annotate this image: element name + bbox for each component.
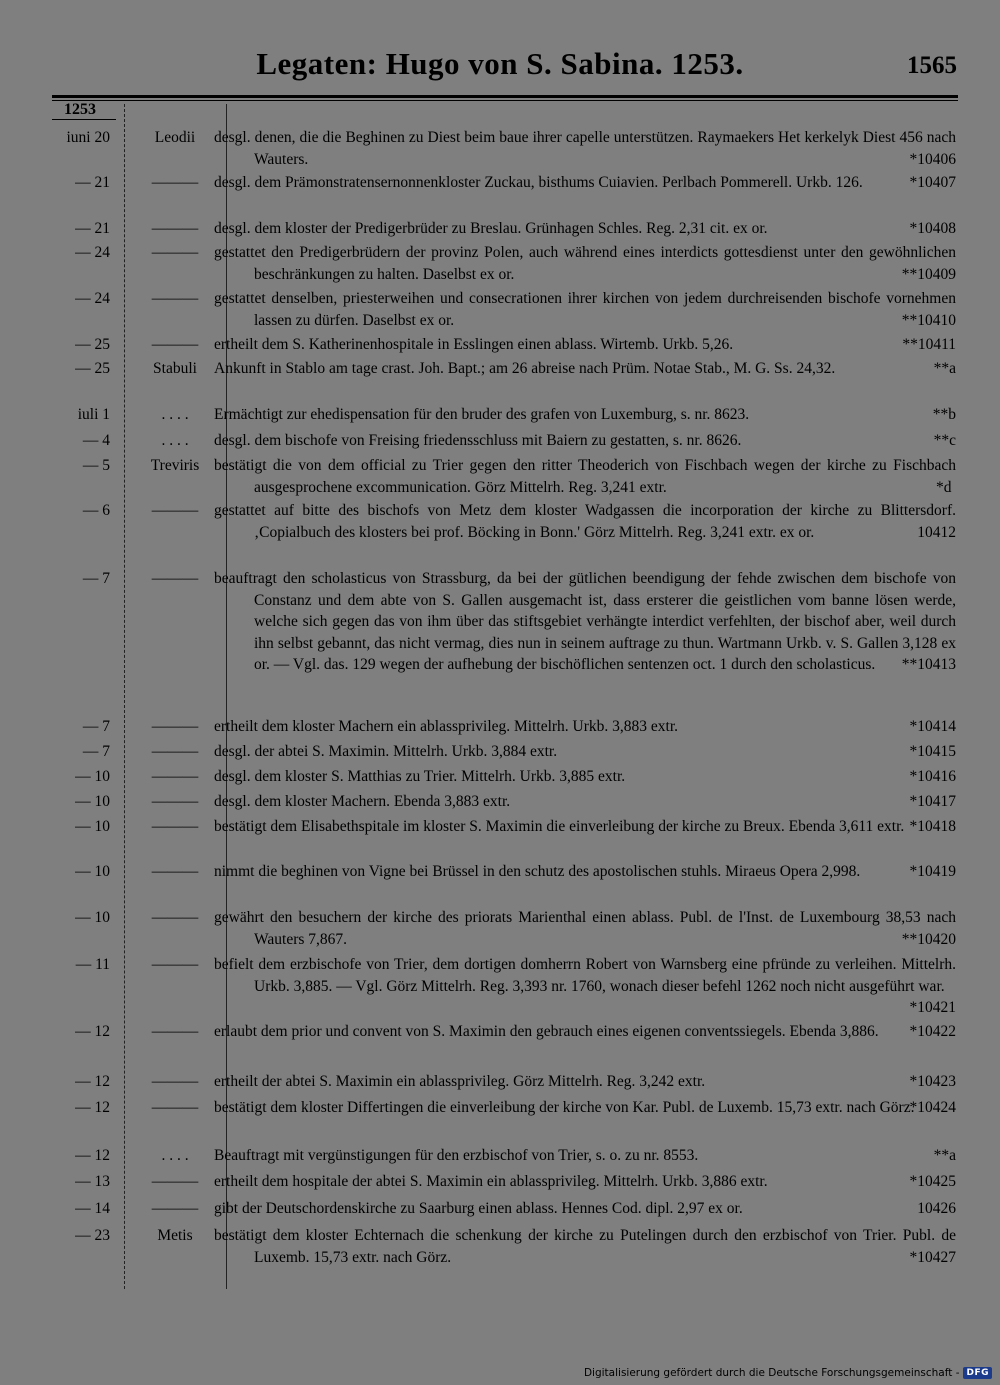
entry-text-body: bestätigt die von dem official zu Trier gegen den ritter Theoderich von Fischbach wegen der kirche zu Fischbach ausgesprochene excommunication. Görz Mittelrh. Reg. 3,241 extr. [214,457,956,496]
entry-place: ——— [151,718,199,735]
entry-date: — 6 [82,502,110,519]
entry-place: Metis [157,1227,193,1244]
entry-date: — 25 [75,336,110,353]
entry-text [214,242,956,285]
entry-date: — 12 [75,1147,110,1164]
entry-text-body: ertheilt dem S. Katherinenhospitale in Esslingen einen ablass. Wirtemb. Urkb. 5,26. [214,336,734,353]
entry-text-body: bestätigt dem kloster Differtingen die einverleibung der kirche von Kar. Publ. de Luxemb. 15,73 extr. nach Görz. [214,1099,915,1116]
entry-place: Stabuli [153,360,197,377]
entry-text [214,568,956,676]
entry-text-body: erlaubt dem prior und convent von S. Maximin den gebrauch eines eigenen conventssiegels. Ebenda 3,886. [214,1023,879,1040]
entry-ref-number: *10406 [909,150,956,168]
entry-date: — 10 [75,793,110,810]
entry-place: ——— [151,1023,199,1040]
entry-text [214,127,956,170]
entry-place: ——— [151,1099,199,1116]
entry-place: ——— [151,956,199,973]
entry-date: — 7 [82,743,110,760]
entry-text [214,907,956,950]
entry-ref-number: *10423 [909,1073,956,1090]
entry-place: ——— [151,863,199,880]
entry-date: — 12 [75,1073,110,1090]
entry-place: . . . . [161,432,189,449]
entry-text-body: gibt der Deutschordenskirche zu Saarburg einen ablass. Hennes Cod. dipl. 2,97 ex or. [214,1200,743,1217]
entry-date: — 23 [75,1227,110,1244]
entry-place: ——— [151,570,199,587]
footer [584,1367,992,1379]
header-rule-thick [52,95,958,98]
entry-text [214,716,956,738]
entry-date: — 10 [75,768,110,785]
entry-text [214,791,956,813]
entry-date: — 7 [82,570,110,587]
entry-text [214,1097,956,1119]
entry-place: Treviris [150,457,200,474]
entry-ref-number: 10412 [917,523,956,541]
entry-text-body: Ermächtigt zur ehedispensation für den bruder des grafen von Luxemburg, s. nr. 8623. [214,406,750,423]
entry-date: iuli 1 [77,406,110,423]
year-rule [52,119,116,120]
entry-date: — 10 [75,909,110,926]
entry-text [214,1225,956,1268]
entry-date: — 12 [75,1099,110,1116]
entry-text [214,1071,956,1093]
entry-ref-number: *10408 [909,220,956,237]
entry-text [214,1171,956,1193]
entry-text-body: gestattet auf bitte des bischofs von Metz dem kloster Wadgassen die incorporation der kirche zu Blittersdorf. ‚Copialbuch des klosters bei prof. Böcking in Bonn.' Görz Mittelrh. Reg. 3,241 extr. ex or. [214,502,956,541]
entry-date: — 21 [75,174,110,191]
entry-place: ——— [151,1173,199,1190]
entry-ref-number: *10427 [909,1248,956,1266]
entry-text-body: desgl. dem kloster S. Matthias zu Trier. Mittelrh. Urkb. 3,885 extr. [214,768,626,785]
entry-date: — 7 [82,718,110,735]
entry-text [214,218,956,240]
entry-place: ——— [151,336,199,353]
entry-text-body: beauftragt den scholasticus von Strassburg, da bei der gütlichen beendigung der fehde zwischen dem bischofe von Constanz und dem abte von S. Gallen ausgemacht ist, dass ersterer die geistlichen vom banne lösen werde, welche sich gegen das von ihm über das stiftsgebiet verhängte interdict verfehlten, der bischof aber, weil durch ihn selbst gebannt, das nicht vermag, dies nun in seinem auftrage zu thun. Wartmann Urkb. v. S. Gallen 3,128 ex or. — Vgl. das. 129 wegen der aufhebung der bischöflichen sentenzen oct. 1 durch den scholasticus. [214,570,956,673]
entry-text [214,861,956,883]
entry-text [214,404,956,426]
entry-ref-number: *10425 [909,1173,956,1190]
entry-place: ——— [151,1200,199,1217]
entry-ref-number: *10422 [909,1023,956,1040]
entry-ref-number: 10426 [917,1200,956,1217]
entry-place: . . . . [161,1147,189,1164]
entry-text-body: gestattet den Predigerbrüdern der provinz Polen, auch während eines interdicts gottesdienst unter den gewöhnlichen beschränkungen zu halten. Daselbst ex or. [214,244,956,283]
entry-date: — 25 [75,360,110,377]
entry-place: ——— [151,290,199,307]
entry-ref-number: *10418 [909,818,956,835]
entry-text-body: ertheilt der abtei S. Maximin ein ablassprivileg. Görz Mittelrh. Reg. 3,242 extr. [214,1073,706,1090]
entry-text-body: Ankunft in Stablo am tage crast. Joh. Bapt.; am 26 abreise nach Prüm. Notae Stab., M. G. Ss. 24,32. [214,360,836,377]
entry-text-body: desgl. dem kloster Machern. Ebenda 3,883 extr. [214,793,511,810]
entry-text-body: ertheilt dem hospitale der abtei S. Maximin ein ablassprivileg. Mittelrh. Urkb. 3,886 extr. [214,1173,768,1190]
entry-text-body: desgl. dem kloster der Predigerbrüder zu Breslau. Grünhagen Schles. Reg. 2,31 cit. ex or. [214,220,768,237]
entry-date: — 21 [75,220,110,237]
entry-text [214,172,956,194]
entry-ref-number: **10410 [901,311,956,329]
entry-text-body: ertheilt dem kloster Machern ein ablassprivileg. Mittelrh. Urkb. 3,883 extr. [214,718,679,735]
entry-place: ——— [151,502,199,519]
entry-text [214,430,956,452]
entry-text [214,954,956,1019]
entry-ref-number: *10416 [909,768,956,785]
entry-text-body: desgl. dem Prämonstratensernonnenkloster Zuckau, bisthums Cuiavien. Perlbach Pommerell. Urkb. 126. [214,174,863,191]
entry-ref-number: **10411 [902,336,956,353]
entry-text-body: befielt dem erzbischofe von Trier, dem dortigen domherrn Robert von Warnsberg eine pfründe zu verleihen. Mittelrh. Urkb. 3,885. — Vgl. Görz Mittelrh. Reg. 3,393 nr. 1760, wonach dieser befehl 1262 noch nicht ausgeführt war. [214,956,956,995]
year-label: 1253 [64,101,96,118]
entry-text-body: desgl. denen, die die Beghinen zu Diest beim baue ihrer capelle unterstützen. Raymaekers Het kerkelyk Diest 456 nach Wauters. [214,129,956,168]
entry-date: — 12 [75,1023,110,1040]
entry-text [214,816,956,838]
page-number: 1565 [907,52,957,79]
entry-date: — 10 [75,818,110,835]
dfg-logo: DFG [963,1367,992,1379]
header-rule-thin [52,100,958,101]
entry-ref-number: *10417 [909,793,956,810]
entry-text [214,1021,956,1043]
entry-date: — 24 [75,290,110,307]
entry-place: Leodii [154,129,196,146]
entry-place: ——— [151,220,199,237]
entry-text [214,741,956,763]
page-title: Legaten: Hugo von S. Sabina. 1253. [256,46,744,81]
entry-text [214,500,956,543]
entry-ref-number: **10420 [901,930,956,948]
entry-place: ——— [151,244,199,261]
entry-ref-number: **b [932,406,956,423]
entry-ref-number: **10409 [901,265,956,283]
entry-ref-number: *10419 [909,863,956,880]
entry-ref-number: **c [933,432,956,449]
entry-date: — 4 [82,432,110,449]
entry-ref-number: *10415 [909,743,956,760]
entry-place: ——— [151,818,199,835]
entry-date: — 24 [75,244,110,261]
entry-place: . . . . [161,406,189,423]
entry-place: ——— [151,793,199,810]
entry-date: — 5 [82,457,110,474]
entry-text [214,1198,956,1220]
entry-text [214,288,956,331]
entry-date: — 10 [75,863,110,880]
footer-credit: Digitalisierung gefördert durch die Deutsche Forschungsgemeinschaft - [583,1367,960,1379]
entry-ref-number: *10414 [909,718,956,735]
entry-place: ——— [151,768,199,785]
entry-text-body: nimmt die beghinen von Vigne bei Brüssel in den schutz des apostolischen stuhls. Miraeus Opera 2,998. [214,863,861,880]
entry-text [214,1145,956,1167]
entry-ref-number: *10407 [909,174,956,191]
entry-text-body: bestätigt dem Elisabethspitale im kloster S. Maximin die einverleibung der kirche zu Breux. Ebenda 3,611 extr. [214,818,905,835]
entry-date: — 11 [75,956,110,973]
entry-place: ——— [151,174,199,191]
entry-text [214,766,956,788]
entry-place: ——— [151,909,199,926]
entry-text-body: desgl. der abtei S. Maximin. Mittelrh. Urkb. 3,884 extr. [214,743,558,760]
entry-place: ——— [151,1073,199,1090]
entry-ref-number: *10421 [909,999,956,1016]
entry-ref-number: *10424 [909,1099,956,1116]
entry-text-body: desgl. dem bischofe von Freising friedensschluss mit Baiern zu gestatten, s. nr. 8626. [214,432,742,449]
entry-date: — 14 [75,1200,110,1217]
entry-text [214,334,956,356]
entry-text-body: Beauftragt mit vergünstigungen für den erzbischof von Trier, s. o. zu nr. 8553. [214,1147,699,1164]
entry-text [214,358,956,380]
entry-place: ——— [151,743,199,760]
entry-text: bestätigt die von dem official zu Trier gegen den ritter Theoderich von Fischbach wegen der kirche zu Fischbach ausgesprochene excommunication. Görz Mittelrh. Reg. 3,241 extr. *d [214,457,956,496]
entry-ref-number: **10413 [901,656,956,673]
entry-ref-number: **a [933,360,956,377]
entry-text-body: gewährt den besuchern der kirche des priorats Marienthal einen ablass. Publ. de l'Inst. de Luxembourg 38,53 nach Wauters 7,867. [214,909,956,948]
entry-ref-number: **a [933,1147,956,1164]
entry-text-body: bestätigt dem kloster Echternach die schenkung der kirche zu Putelingen durch den erzbischof von Trier. Publ. de Luxemb. 15,73 extr. nach Görz. [214,1227,956,1266]
entry-date: — 13 [75,1173,110,1190]
entry-date: iuni 20 [66,129,110,146]
entry-text-body: gestattet denselben, priesterweihen und consecrationen ihrer kirchen von jedem durchreisenden bischofe vornehmen lassen zu dürfen. Daselbst ex or. [214,290,956,329]
column-divider-date-place [124,104,125,1289]
